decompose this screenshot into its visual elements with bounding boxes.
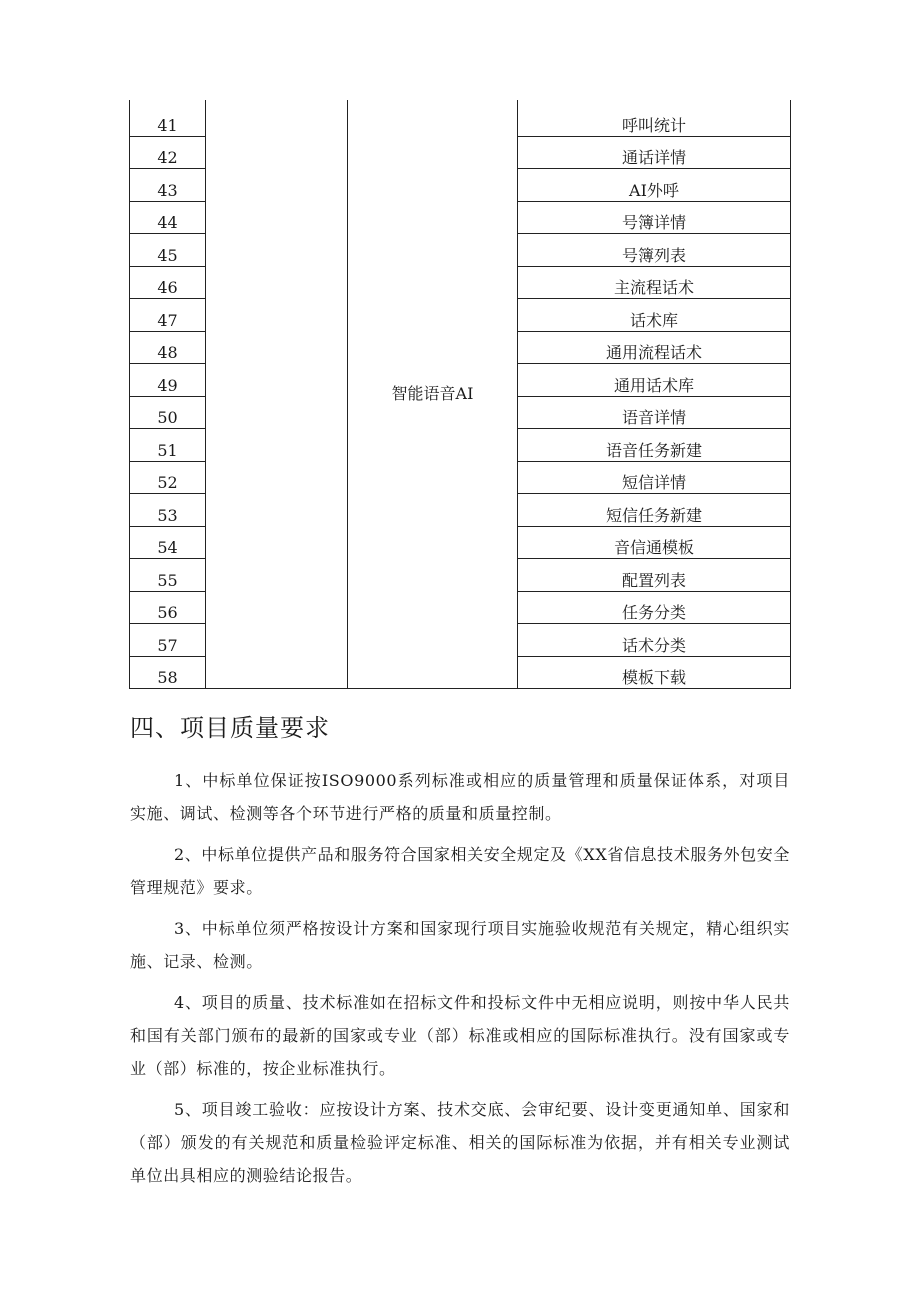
function-item: 号簿详情 — [518, 201, 791, 234]
function-item: 短信任务新建 — [518, 494, 791, 527]
function-item: 通用话术库 — [518, 364, 791, 397]
function-item: 语音任务新建 — [518, 429, 791, 462]
row-number: 46 — [130, 266, 206, 299]
row-number: 57 — [130, 624, 206, 657]
row-number: 43 — [130, 169, 206, 202]
function-item: 模板下载 — [518, 656, 791, 689]
row-number: 50 — [130, 396, 206, 429]
paragraph-4: 4、项目的质量、技术标准如在招标文件和投标文件中无相应说明，则按中华人民共和国有关部门颁布的最新的国家或专业（部）标准或相应的国际标准执行。没有国家或专业（部）标准的，按企业标准执行。 — [130, 993, 790, 1078]
row-number: 42 — [130, 136, 206, 169]
table-row — [130, 100, 791, 136]
row-number: 52 — [130, 461, 206, 494]
function-item: 话术分类 — [518, 624, 791, 657]
row-number: 55 — [130, 559, 206, 592]
function-item: 音信通模板 — [518, 526, 791, 559]
table-body — [130, 100, 791, 689]
row-number: 48 — [130, 331, 206, 364]
paragraph-3: 3、中标单位须严格按设计方案和国家现行项目实施验收规范有关规定，精心组织实施、记录、检测。 — [130, 919, 790, 971]
row-number: 54 — [130, 526, 206, 559]
row-number: 51 — [130, 429, 206, 462]
row-number: 58 — [130, 656, 206, 689]
paragraph-5: 5、项目竣工验收：应按设计方案、技术交底、会审纪要、设计变更通知单、国家和（部）颁发的有关规范和质量检验评定标准、相关的国际标准为依据，并有相关专业测试单位出具相应的测验结论报告。 — [130, 1100, 790, 1185]
paragraph-2: 2、中标单位提供产品和服务符合国家相关安全规定及《XX省信息技术服务外包安全管理规范》要求。 — [130, 845, 790, 897]
row-number: 45 — [130, 234, 206, 267]
section-heading: 四、项目质量要求 — [130, 714, 330, 742]
function-item: 呼叫统计 — [518, 100, 791, 136]
paragraph-1: 1、中标单位保证按ISO9000系列标准或相应的质量管理和质量保证体系，对项目实施、调试、检测等各个环节进行严格的质量和质量控制。 — [130, 771, 790, 823]
function-item: 主流程话术 — [518, 266, 791, 299]
function-item: 语音详情 — [518, 396, 791, 429]
function-item: 话术库 — [518, 299, 791, 332]
module-cell: 智能语音AI — [348, 100, 518, 689]
row-number: 56 — [130, 591, 206, 624]
row-number: 44 — [130, 201, 206, 234]
row-number: 53 — [130, 494, 206, 527]
row-number: 47 — [130, 299, 206, 332]
category-cell — [206, 100, 348, 689]
function-item: 号簿列表 — [518, 234, 791, 267]
function-item: 配置列表 — [518, 559, 791, 592]
function-item: 任务分类 — [518, 591, 791, 624]
function-item: 短信详情 — [518, 461, 791, 494]
row-number: 49 — [130, 364, 206, 397]
function-item: AI外呼 — [518, 169, 791, 202]
function-item: 通用流程话术 — [518, 331, 791, 364]
function-item: 通话详情 — [518, 136, 791, 169]
row-number: 41 — [130, 100, 206, 136]
function-list-table — [129, 100, 791, 689]
